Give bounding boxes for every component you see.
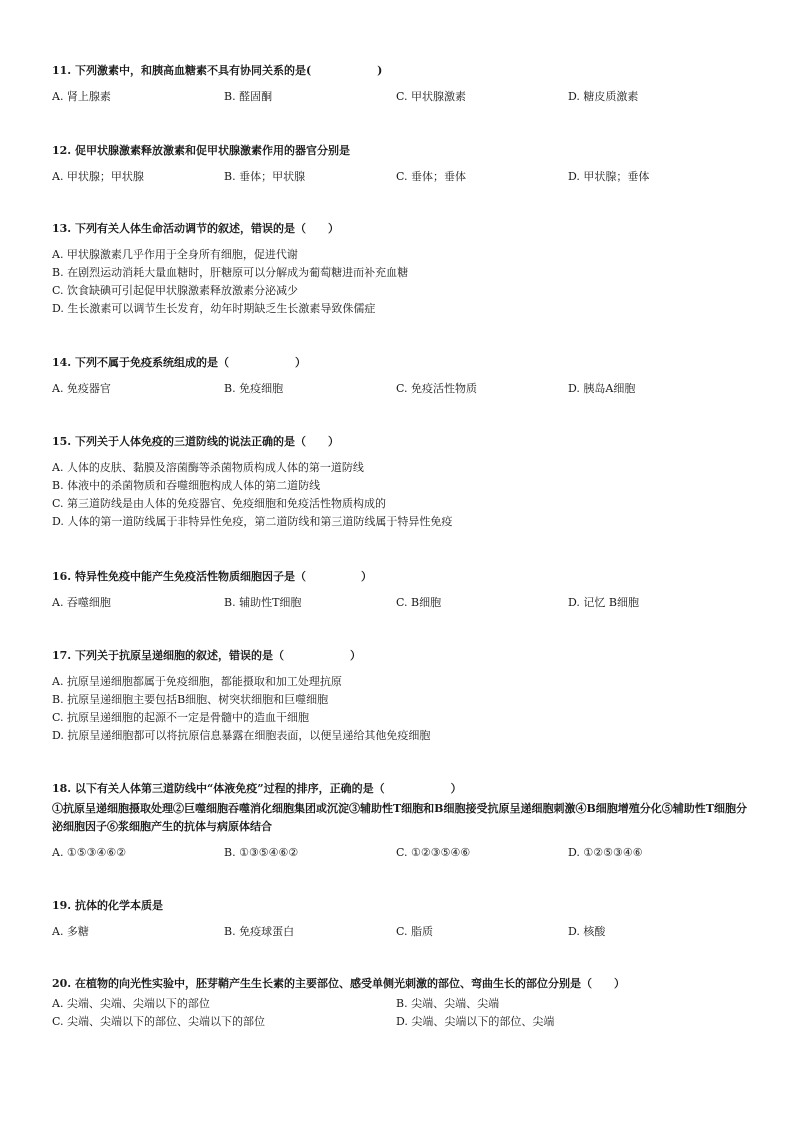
option-b[interactable]: B. 免疫球蛋白: [224, 925, 295, 938]
option-a[interactable]: A. 多糖: [52, 925, 89, 938]
sequence-steps: ①抗原呈递细胞摄取处理②巨噬细胞吞噬消化细胞集团或沉淀③辅助性T细胞和B细胞接受抗原呈递细胞刺激④B细胞增殖分化⑤辅助性T细胞分泌细胞因子⑥浆细胞产生的抗体与病原体结合: [52, 802, 747, 833]
question-stem: 15. 下列关于人体免疫的三道防线的说法正确的是（ ）: [52, 435, 339, 448]
option-b[interactable]: B. 垂体；甲状腺: [224, 170, 306, 183]
options: [52, 168, 752, 186]
option-d[interactable]: D. 人体的第一道防线属于非特异性免疫，第二道防线和第三道防线属于特异性免疫: [52, 515, 453, 528]
question-15: [52, 433, 752, 531]
question-stem: 19. 抗体的化学本质是: [52, 899, 163, 912]
options: [52, 923, 752, 941]
option-a[interactable]: A. 肾上腺素: [52, 90, 111, 103]
options: [52, 673, 752, 745]
option-b[interactable]: B. 尖端、尖端、尖端: [396, 997, 500, 1010]
option-c[interactable]: C. 免疫活性物质: [396, 382, 478, 395]
option-a[interactable]: A. 人体的皮肤、黏膜及溶菌酶等杀菌物质构成人体的第一道防线: [52, 461, 364, 474]
option-b[interactable]: B. 在剧烈运动消耗大量血糖时，肝糖原可以分解成为葡萄糖进而补充血糖: [52, 266, 409, 279]
options: [52, 594, 752, 612]
option-b[interactable]: B. 免疫细胞: [224, 382, 284, 395]
option-c[interactable]: C. 第三道防线是由人体的免疫器官、免疫细胞和免疫活性物质构成的: [52, 497, 387, 510]
question-13: [52, 220, 752, 318]
option-d[interactable]: D. 生长激素可以调节生长发育，幼年时期缺乏生长激素导致侏儒症: [52, 302, 376, 315]
option-c[interactable]: C. 甲状腺激素: [396, 90, 467, 103]
option-a[interactable]: A. 抗原呈递细胞都属于免疫细胞，都能摄取和加工处理抗原: [52, 675, 342, 688]
option-d[interactable]: D. 尖端、尖端以下的部位、尖端: [396, 1015, 555, 1028]
option-b[interactable]: B. 醛固酮: [224, 90, 273, 103]
question-14: [52, 354, 752, 398]
question-16: [52, 568, 752, 612]
option-c[interactable]: C. 脂质: [396, 925, 434, 938]
options: [52, 246, 752, 318]
question-19: [52, 897, 752, 941]
option-c[interactable]: C. B细胞: [396, 596, 442, 609]
option-d[interactable]: D. ①②⑤③④⑥: [568, 846, 643, 859]
options: [52, 380, 752, 398]
option-d[interactable]: D. 胰岛A细胞: [568, 382, 636, 395]
option-c[interactable]: C. 抗原呈递细胞的起源不一定是骨髓中的造血干细胞: [52, 711, 310, 724]
option-b[interactable]: B. 抗原呈递细胞主要包括B细胞、树突状细胞和巨噬细胞: [52, 693, 329, 706]
option-a[interactable]: A. 甲状腺；甲状腺: [52, 170, 144, 183]
option-d[interactable]: D. 糖皮质激素: [568, 90, 639, 103]
question-18: [52, 780, 752, 862]
question-stem: 20. 在植物的向光性实验中，胚芽鞘产生生长素的主要部位、感受单侧光刺激的部位、弯曲生长的部位分别是（ ）: [52, 977, 625, 990]
option-c[interactable]: C. 垂体；垂体: [396, 170, 467, 183]
option-d[interactable]: D. 抗原呈递细胞都可以将抗原信息暴露在细胞表面，以便呈递给其他免疫细胞: [52, 729, 431, 742]
option-a[interactable]: A. ①⑤③④⑥②: [52, 846, 127, 859]
question-17: [52, 647, 752, 745]
options: [52, 88, 752, 106]
option-a[interactable]: A. 尖端、尖端、尖端以下的部位: [52, 997, 210, 1010]
options: [52, 995, 752, 1031]
option-c[interactable]: C. 尖端、尖端以下的部位、尖端以下的部位: [52, 1015, 266, 1028]
options: [52, 459, 752, 531]
option-a[interactable]: A. 免疫器官: [52, 382, 111, 395]
option-c[interactable]: C. ①②③⑤④⑥: [396, 846, 471, 859]
option-a[interactable]: A. 吞噬细胞: [52, 596, 111, 609]
option-d[interactable]: D. 甲状腺；垂体: [568, 170, 650, 183]
question-stem: 13. 下列有关人体生命活动调节的叙述，错误的是（ ）: [52, 222, 339, 235]
question-11: [52, 62, 752, 106]
question-stem: 11. 下列激素中，和胰高血糖素不具有协同关系的是( ): [52, 64, 383, 77]
option-d[interactable]: D. 核酸: [568, 925, 606, 938]
question-20: [52, 975, 752, 1031]
option-b[interactable]: B. 体液中的杀菌物质和吞噬细胞构成人体的第二道防线: [52, 479, 321, 492]
question-stem: 18. 以下有关人体第三道防线中“体液免疫”过程的排序，正确的是（ ）: [52, 782, 462, 795]
question-stem: 17. 下列关于抗原呈递细胞的叙述，错误的是（ ）: [52, 649, 361, 662]
option-c[interactable]: C. 饮食缺碘可引起促甲状腺激素释放激素分泌减少: [52, 284, 299, 297]
options: [52, 844, 752, 862]
option-b[interactable]: B. ①③⑤④⑥②: [224, 846, 299, 859]
question-stem: 12. 促甲状腺激素释放激素和促甲状腺激素作用的器官分别是: [52, 144, 350, 157]
question-12: [52, 142, 752, 186]
question-stem: 14. 下列不属于免疫系统组成的是（ ）: [52, 356, 306, 369]
option-b[interactable]: B. 辅助性T细胞: [224, 596, 302, 609]
option-d[interactable]: D. 记忆 B细胞: [568, 596, 640, 609]
option-a[interactable]: A. 甲状腺激素几乎作用于全身所有细胞，促进代谢: [52, 248, 298, 261]
question-stem: 16. 特异性免疫中能产生免疫活性物质细胞因子是（ ）: [52, 570, 372, 583]
